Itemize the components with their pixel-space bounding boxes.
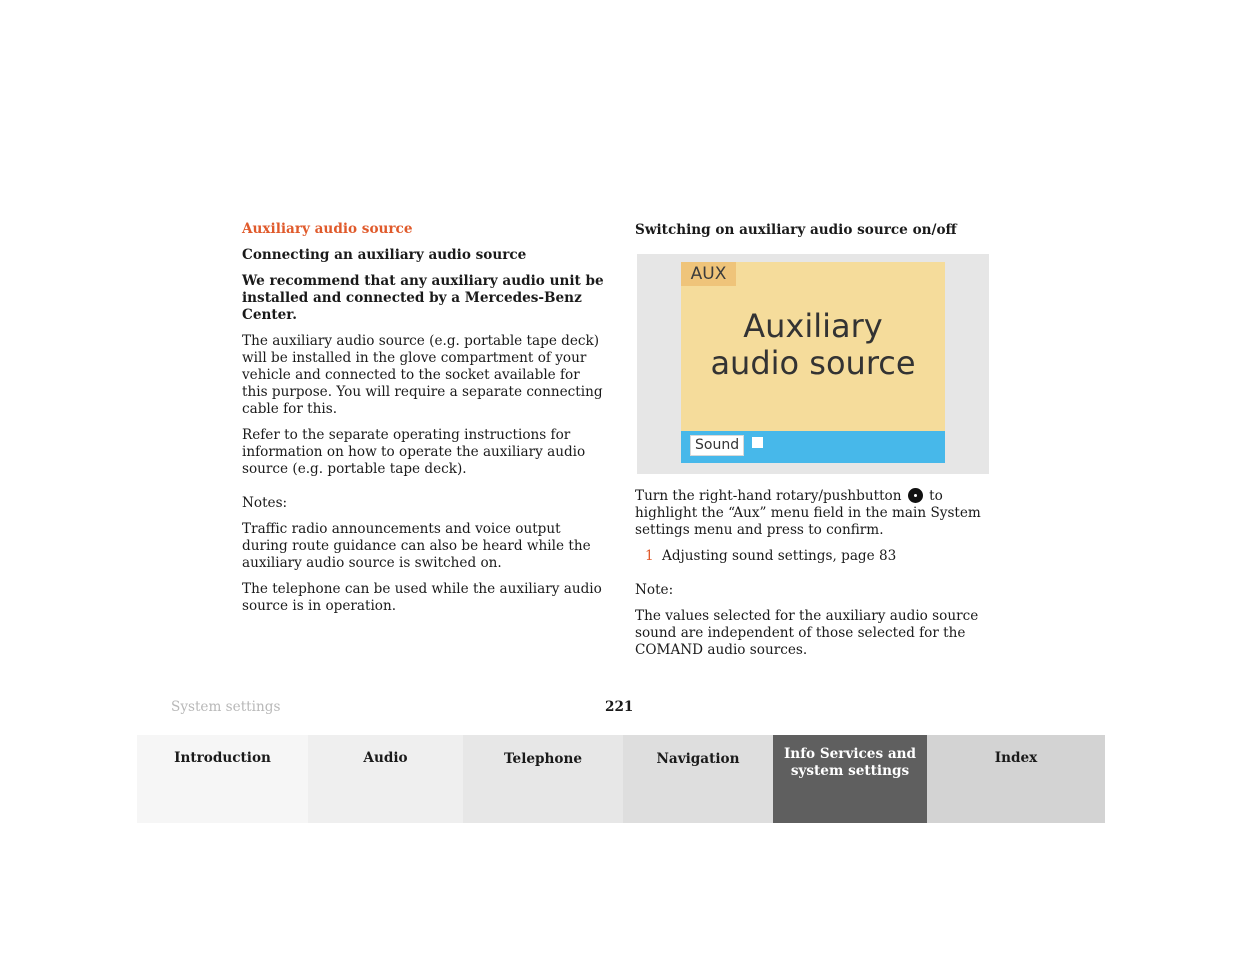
aux-screen: [681, 262, 945, 463]
instruction-text: [635, 488, 1000, 539]
reference-link[interactable]: Adjusting sound settings, page 83: [662, 548, 897, 564]
rotary-pushbutton-icon: [908, 488, 923, 503]
section-title: Auxiliary audio source: [242, 221, 413, 237]
right-column: [635, 222, 1000, 248]
tab-introduction[interactable]: [137, 735, 308, 823]
screen-title-line2: audio source: [710, 344, 916, 382]
reference-line: [635, 548, 1000, 565]
note-sound: The values selected for the auxiliary audio source sound are independent of those selected for the COMAND audio sources.: [635, 608, 979, 658]
tab-audio[interactable]: [308, 735, 463, 823]
screen-title: [681, 308, 945, 382]
tab-info-services-label-line2: system settings: [790, 763, 910, 779]
footer-section-name: System settings: [171, 699, 281, 715]
tab-telephone[interactable]: [463, 735, 623, 823]
sound-button[interactable]: Sound: [690, 435, 744, 456]
screen-title-line1: Auxiliary: [743, 307, 883, 345]
tab-audio-label: Audio: [363, 750, 408, 766]
tab-navigation[interactable]: [623, 735, 773, 823]
chapter-tabs: [137, 735, 1105, 823]
screen-menu-bar: [681, 431, 945, 463]
tab-index-label: Index: [994, 750, 1038, 766]
instruction-after: to highlight the “Aux” menu field in the main System settings menu and press to confirm.: [635, 488, 981, 538]
instruction-before: Turn the right-hand rotary/pushbutton: [635, 488, 902, 504]
tab-info-services[interactable]: [773, 735, 927, 823]
note-traffic: Traffic radio announcements and voice output during route guidance can also be heard while the auxiliary audio source is switched on.: [242, 521, 591, 571]
display-screenshot: [637, 254, 989, 474]
subheading: Connecting an auxiliary audio source: [242, 247, 527, 263]
aux-tag: AUX: [681, 262, 736, 286]
tab-telephone-label: Telephone: [503, 751, 582, 767]
tab-info-services-label-line1: Info Services and: [783, 746, 917, 762]
left-column: [242, 221, 607, 624]
tab-navigation-label: Navigation: [656, 751, 740, 767]
paragraph-installation: The auxiliary audio source (e.g. portable tape deck) will be installed in the glove compartment of your vehicle and connected to the socket available for this purpose. You will require a separate connecting cable for this.: [242, 333, 603, 417]
reference-number: 1: [645, 548, 654, 564]
right-heading: Switching on auxiliary audio source on/off: [635, 222, 957, 238]
note-label: Note:: [635, 582, 674, 598]
page-number: 221: [605, 699, 634, 715]
notes-label: Notes:: [242, 495, 288, 511]
note-telephone: The telephone can be used while the auxiliary audio source is in operation.: [242, 581, 602, 614]
recommendation-text: We recommend that any auxiliary audio unit be installed and connected by a Mercedes-Benz Center.: [242, 273, 604, 323]
tab-introduction-label: Introduction: [174, 750, 271, 766]
tab-index[interactable]: [927, 735, 1105, 823]
paragraph-instructions: Refer to the separate operating instructions for information on how to operate the auxiliary audio source (e.g. portable tape deck).: [242, 427, 586, 477]
sound-indicator-box: [752, 437, 763, 448]
right-column-body: [635, 488, 1000, 668]
